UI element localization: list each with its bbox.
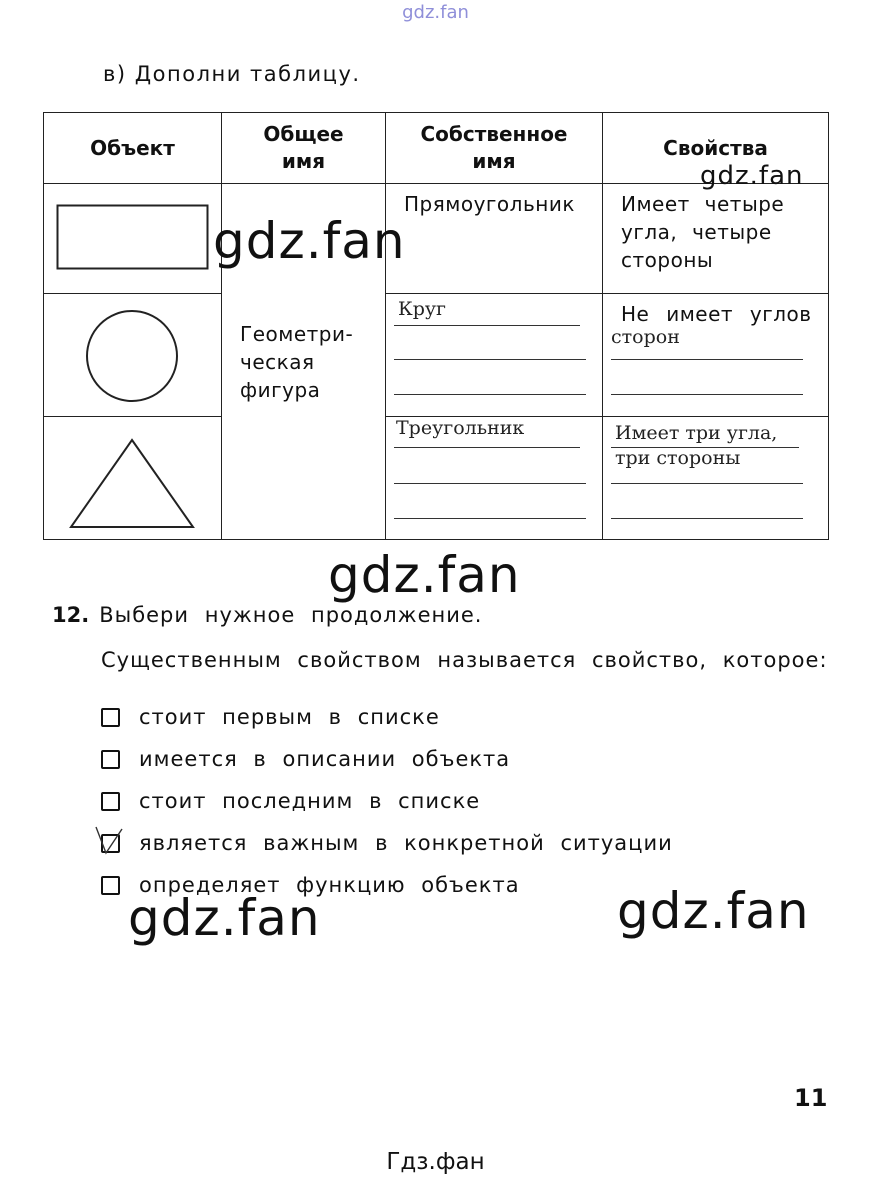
task-b-heading: в) Дополни таблицу. — [103, 62, 361, 86]
common-name-cell: Геометри- ческая фигура — [222, 184, 386, 540]
rectangle-icon — [56, 204, 210, 272]
answer-line — [611, 518, 803, 519]
table-row — [44, 184, 829, 294]
answer-line — [394, 325, 580, 326]
object-cell-rectangle — [44, 184, 222, 294]
page-number: 11 — [794, 1084, 828, 1112]
object-cell-triangle — [44, 417, 222, 540]
answer-line — [394, 518, 586, 519]
checkbox[interactable] — [101, 876, 120, 895]
answer-line — [611, 483, 803, 484]
task-12-prompt: Существенным свойством называется свойство, которое: — [101, 648, 828, 672]
option-item[interactable]: определяет функцию объекта — [101, 873, 520, 897]
watermark: gdz.fan — [700, 161, 804, 191]
checkbox[interactable] — [101, 750, 120, 769]
answer-line — [394, 483, 586, 484]
watermark: gdz.fan — [128, 889, 321, 947]
proper-name-rectangle: Прямоугольник — [404, 192, 575, 216]
answer-line — [611, 394, 803, 395]
table-row — [44, 294, 829, 417]
properties-triangle-handwritten: Имеет три угла, три стороны — [615, 422, 778, 469]
watermark: gdz.fan — [328, 546, 521, 604]
footer-caption: Гдз.фан — [386, 1149, 485, 1175]
task-number: 12. — [52, 603, 90, 627]
answer-line — [611, 447, 799, 448]
proper-name-circle: Круг — [398, 298, 447, 320]
watermark: gdz.fan — [213, 212, 406, 270]
answer-line — [611, 359, 803, 360]
checkbox[interactable] — [101, 708, 120, 727]
header-common-name: Общее имя — [222, 113, 386, 184]
option-item-checked[interactable]: является важным в конкретной ситуации — [101, 831, 673, 855]
proper-name-cell-circle — [386, 294, 603, 417]
option-item[interactable]: имеется в описании объекта — [101, 747, 510, 771]
properties-circle-printed: Не имеет углов — [621, 302, 812, 326]
properties-circle-handwritten: сторон — [611, 326, 680, 348]
option-item[interactable]: стоит последним в списке — [101, 789, 480, 813]
answer-line — [394, 447, 580, 448]
header-object: Объект — [44, 113, 222, 184]
answer-line — [394, 394, 586, 395]
properties-rectangle: Имеет четыре угла, четыре стороны — [621, 192, 785, 272]
checkbox-checked[interactable] — [101, 834, 120, 853]
table-row — [44, 417, 829, 540]
checkmark-icon — [94, 823, 124, 857]
checkbox[interactable] — [101, 792, 120, 811]
triangle-icon — [68, 437, 196, 531]
circle-icon — [82, 310, 182, 402]
answer-line — [394, 359, 586, 360]
header-proper-name: Собственное имя — [386, 113, 603, 184]
proper-name-triangle: Треугольник — [396, 417, 525, 439]
properties-cell-circle — [603, 294, 829, 417]
object-cell-circle — [44, 294, 222, 417]
task-12-title: 12. Выбери нужное продолжение. — [52, 603, 483, 627]
proper-name-cell-rectangle — [386, 184, 603, 294]
watermark-top: gdz.fan — [402, 2, 469, 23]
properties-cell-rectangle — [603, 184, 829, 294]
properties-cell-triangle — [603, 417, 829, 540]
header-properties: Свойства — [603, 113, 829, 184]
option-item[interactable]: стоит первым в списке — [101, 705, 440, 729]
watermark: gdz.fan — [617, 882, 810, 940]
proper-name-cell-triangle — [386, 417, 603, 540]
